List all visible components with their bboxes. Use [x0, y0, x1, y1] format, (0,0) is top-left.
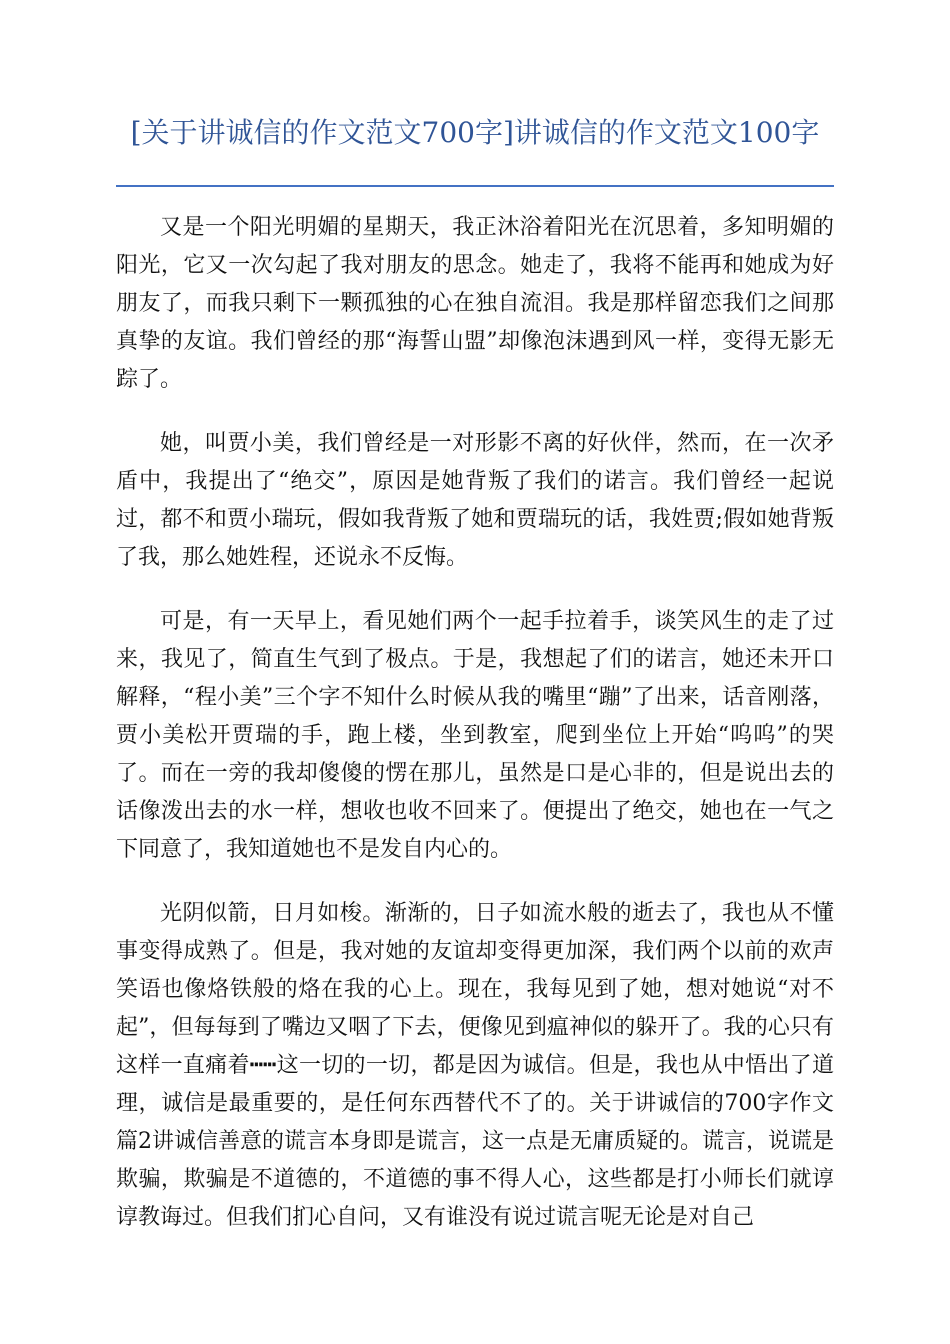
document-title: [关于讲诚信的作文范文700字]讲诚信的作文范文100字	[130, 116, 820, 149]
document-body	[116, 209, 834, 1263]
paragraph-3: 可是，有一天早上，看见她们两个一起手拉着手，谈笑风生的走了过来，我见了，简直生气到了极点。于是，我想起了们的诺言，她还未开口解释，“程小美”三个字不知什么时候从我的嘴里“蹦”了出来，话音刚落，贾小美松开贾瑞的手，跑上楼，坐到教室，爬到坐位上开始“呜呜”的哭了。而在一旁的我却傻傻的愣在那儿，虽然是口是心非的，但是说出去的话像泼出去的水一样，想收也收不回来了。便提出了绝交，她也在一气之下同意了，我知道她也不是发自内心的。	[116, 609, 834, 862]
title-underline	[116, 185, 834, 187]
paragraph-2: 她，叫贾小美，我们曾经是一对形影不离的好伙伴，然而，在一次矛盾中，我提出了“绝交”，原因是她背叛了我们的诺言。我们曾经一起说过，都不和贾小瑞玩，假如我背叛了她和贾瑞玩的话，我姓贾;假如她背叛了我，那么她姓程，还说永不反悔。	[116, 431, 834, 570]
paragraph-4: 光阴似箭，日月如梭。渐渐的，日子如流水般的逝去了，我也从不懂事变得成熟了。但是，我对她的友谊却变得更加深，我们两个以前的欢声笑语也像烙铁般的烙在我的心上。现在，我每见到了她，想对她说“对不起”，但每每到了嘴边又咽了下去，便像见到瘟神似的躲开了。我的心只有这样一直痛着┅┅这一切的一切，都是因为诚信。但是，我也从中悟出了道理，诚信是最重要的，是任何东西替代不了的。关于讲诚信的700字作文篇2讲诚信善意的谎言本身即是谎言，这一点是无庸质疑的。谎言，说谎是欺骗，欺骗是不道德的，不道德的事不得人心，这些都是打小师长们就谆谆教诲过。但我们扪心自问，又有谁没有说过谎言呢无论是对自己	[116, 901, 834, 1230]
paragraph-1: 又是一个阳光明媚的星期天，我正沐浴着阳光在沉思着，多知明媚的阳光，它又一次勾起了我对朋友的思念。她走了，我将不能再和她成为好朋友了，而我只剩下一颗孤独的心在独自流泪。我是那样留恋我们之间那真挚的友谊。我们曾经的那“海誓山盟”却像泡沫遇到风一样，变得无影无踪了。	[116, 215, 834, 392]
